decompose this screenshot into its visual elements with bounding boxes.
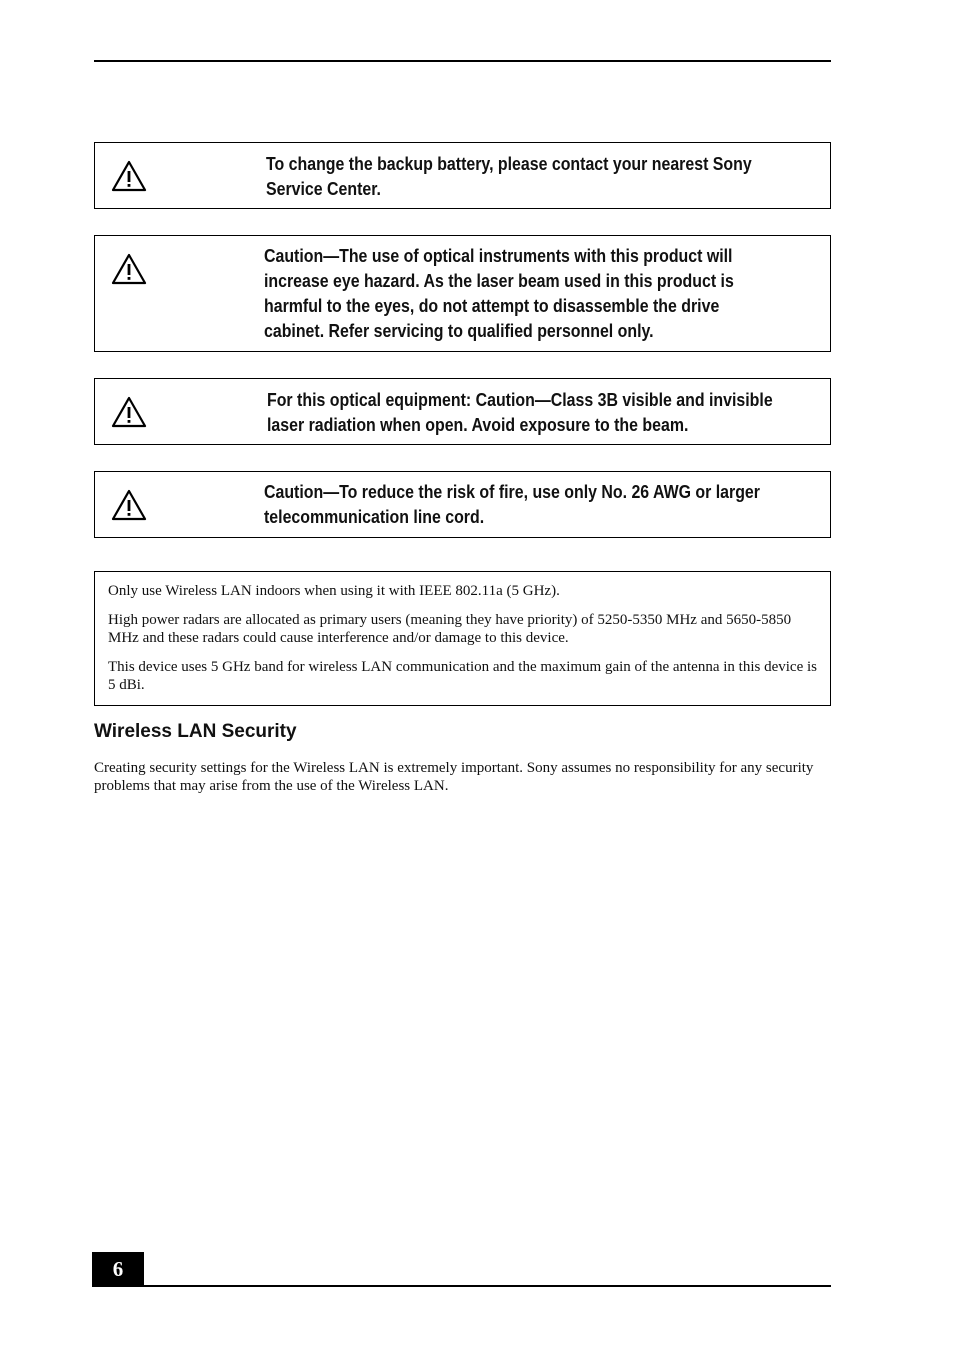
section-heading: Wireless LAN Security (94, 721, 297, 742)
warning-box-laser-class (94, 378, 831, 445)
warning-triangle-icon (111, 396, 147, 428)
warning-text: For this optical equipment: Caution—Class 3B visible and invisible laser radiation when open. Avoid exposure to the beam. (267, 389, 773, 435)
warning-triangle-icon (111, 489, 147, 521)
warning-text: Caution—To reduce the risk of fire, use only No. 26 AWG or larger telecommunication line cord. (264, 481, 760, 527)
wireless-lan-notice-box (94, 571, 831, 706)
warning-triangle-icon (111, 253, 147, 285)
warning-box-optical-instruments (94, 235, 831, 352)
warning-text: To change the backup battery, please contact your nearest Sony Service Center. (266, 153, 752, 199)
footer-rule (92, 1285, 831, 1287)
notice-paragraph: Only use Wireless LAN indoors when using it with IEEE 802.11a (5 GHz). (108, 583, 560, 599)
warning-box-battery (94, 142, 831, 209)
notice-paragraph: This device uses 5 GHz band for wireless LAN communication and the maximum gain of the antenna in this device is 5 dBi. (108, 659, 817, 693)
warning-box-line-cord (94, 471, 831, 538)
page-number: 6 (92, 1252, 144, 1287)
header-rule (94, 60, 831, 62)
warning-text: Caution—The use of optical instruments with this product will increase eye hazard. As the laser beam used in this product is harmful to the eyes, do not attempt to disassemble the drive cabinet. Refer servicing to qualified personnel only. (264, 245, 734, 341)
warning-triangle-icon (111, 160, 147, 192)
notice-paragraph: High power radars are allocated as primary users (meaning they have priority) of 5250-5350 MHz and 5650-5850 MHz and these radars could cause interference and/or damage to this device. (108, 612, 792, 646)
section-body: Creating security settings for the Wireless LAN is extremely important. Sony assumes no responsibility for any security problems that may arise from the use of the Wireless LAN. (94, 760, 814, 794)
